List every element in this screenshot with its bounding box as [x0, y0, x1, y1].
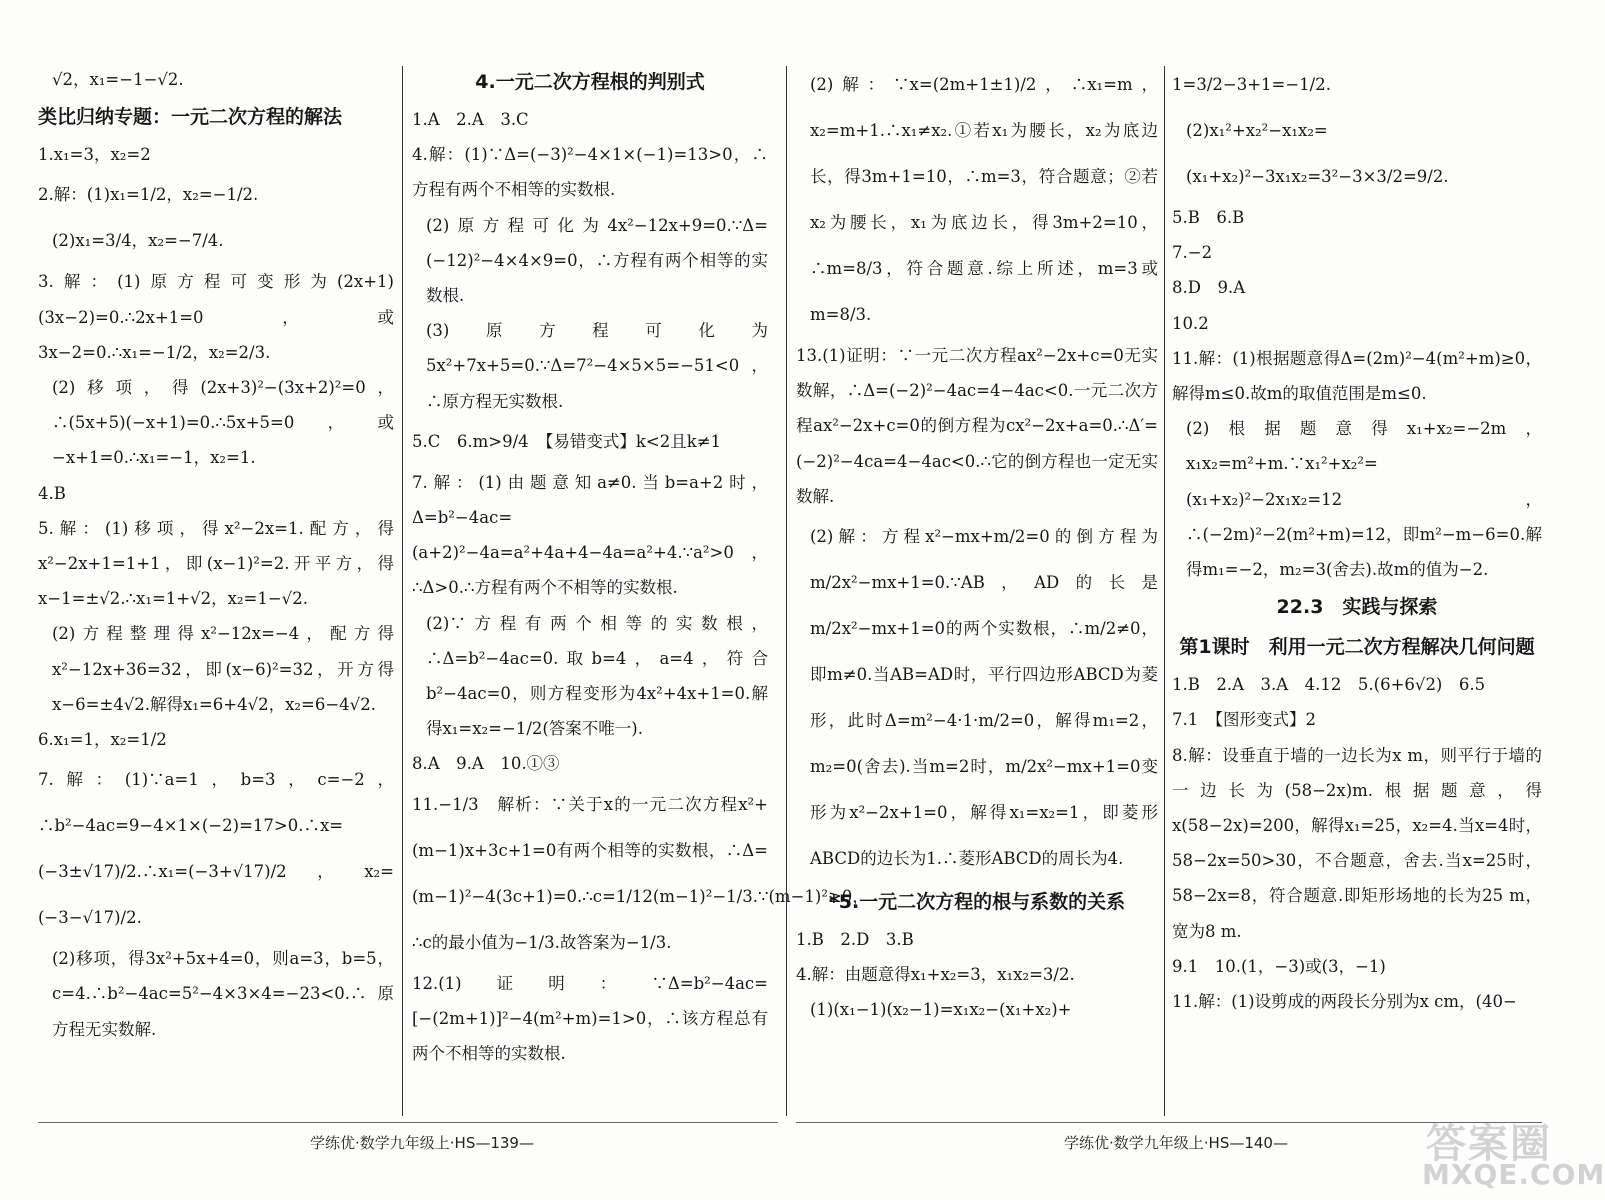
watermark-en: MXQE.COM	[1422, 1158, 1605, 1191]
column-4	[1172, 62, 1542, 1122]
answer-line: 6.x₁=1，x₂=1/2	[38, 730, 167, 750]
section-heading: 类比归纳专题：一元二次方程的解法	[38, 106, 343, 129]
answer-line: 1=3/2−3+1=−1/2.	[1172, 75, 1331, 94]
answer-line: 5.C 6.m>9/4 【易错变式】k<2且k≠1	[412, 431, 722, 451]
section-heading: *5.一元二次方程的根与系数的关系	[828, 891, 1126, 914]
answer-line: 4.解：(1)∵Δ=(−3)²−4×1×(−1)=13>0，∴方程有两个不相等的实数根.	[412, 145, 768, 200]
answer-line: 13.(1)证明：∵一元二次方程ax²−2x+c=0无实数解，∴Δ=(−2)²−4ac=4−4ac<0.一元二次方程ax²−2x+c=0的倒方程为cx²−2x+a=0.∴Δ′=(−2)²−4ca=4−4ac<0.∴它的倒方程也一定无实数解.	[796, 346, 1158, 506]
answer-line: (2)x₁=3/4，x₂=−7/4.	[52, 231, 224, 251]
answer-line: 4.解：由题意得x₁+x₂=3，x₁x₂=3/2.	[796, 965, 1075, 985]
column-divider	[402, 66, 403, 1116]
answer-line: 11.−1/3 解析：∵关于x的一元二次方程x²+(m−1)x+3c+1=0有两个相等的实数根，∴Δ=(m−1)²−4(3c+1)=0.∴c=1/12(m−1)²−1/3.∵(m−1)²≥0，∴c的最小值为−1/3.故答案为−1/3.	[412, 794, 869, 952]
answer-line: 11.解：(1)根据题意得Δ=(2m)²−4(m²+m)≥0，解得m≤0.故m的取值范围是m≤0.	[1172, 348, 1542, 404]
answer-line: (2)根据题意得x₁+x₂=−2m，x₁x₂=m²+m.∵x₁²+x₂²=(x₁+x₂)²−2x₁x₂=12，∴(−2m)²−2(m²+m)=12，即m²−m−6=0.解得m₁=−2，m₂=3(舍去).故m的值为−2.	[1186, 419, 1542, 580]
answer-line: 7.−2	[1172, 243, 1213, 263]
answer-line: 7.解：(1)由题意知a≠0.当b=a+2时，Δ=b²−4ac=(a+2)²−4a=a²+4a+4−4a=a²+4.∵a²>0，∴Δ>0.∴方程有两个不相等的实数根.	[412, 472, 768, 598]
answer-line: (3)原方程可化为5x²+7x+5=0.∵Δ=7²−4×5×5=−51<0，∴原方程无实数根.	[426, 321, 768, 411]
answer-line: 9.1 10.(1，−3)或(3，−1)	[1172, 956, 1386, 976]
watermark-cn: 答案圈	[1426, 1121, 1552, 1167]
answer-line: 7.解：(1)∵a=1，b=3，c=−2，∴b²−4ac=9−4×1×(−2)=17>0.∴x=(−3±√17)/2.∴x₁=(−3+√17)/2，x₂=(−3−√17)/2.	[38, 770, 394, 928]
answer-line: 8.解：设垂直于墙的一边长为x m，则平行于墙的一边长为(58−2x)m.根据题意，得x(58−2x)=200，解得x₁=25，x₂=4.当x=4时，58−2x=50>30，不合题意，舍去.当x=25时，58−2x=8，符合题意.即矩形场地的长为25 m，宽为8 m.	[1172, 745, 1542, 941]
answer-line: (2)解：∵x=(2m+1±1)/2，∴x₁=m，x₂=m+1.∴x₁≠x₂.①若x₁为腰长，x₂为底边长，得3m+1=10，∴m=3，符合题意；②若x₂为腰长，x₁为底边长，得3m+2=10，∴m=8/3，符合题意.综上所述，m=3或m=8/3.	[810, 75, 1158, 324]
column-divider	[1164, 66, 1165, 1116]
answer-line: (2)移项，得3x²+5x+4=0，则a=3，b=5，c=4.∴b²−4ac=5²−4×3×4=−23<0.∴原方程无实数解.	[52, 949, 394, 1039]
answer-line: 10.2	[1172, 313, 1209, 333]
column-1	[38, 62, 394, 1122]
answer-line: (2)移项，得(2x+3)²−(3x+2)²=0，∴(5x+5)(−x+1)=0.∴5x+5=0，或−x+1=0.∴x₁=−1，x₂=1.	[52, 378, 394, 468]
answer-line: 4.B	[38, 483, 66, 503]
answer-line: (2)∵方程有两个相等的实数根，∴Δ=b²−4ac=0.取b=4，a=4，符合b²−4ac=0，则方程变形为4x²+4x+1=0.解得x₁=x₂=−1/2(答案不唯一).	[426, 613, 768, 739]
answer-line: 12.(1)证明：∵Δ=b²−4ac=[−(2m+1)]²−4(m²+m)=1>0，∴该方程总有两个不相等的实数根.	[412, 973, 768, 1064]
answer-line: (2)解：方程x²−mx+m/2=0的倒方程为m/2x²−mx+1=0.∵AB，AD的长是m/2x²−mx+1=0的两个实数根，∴m/2≠0，即m≠0.当AB=AD时，平行四边形ABCD为菱形，此时Δ=m²−4·1·m/2=0，解得m₁=2，m₂=0(舍去).当m=2时，m/2x²−mx+1=0变形为x²−2x+1=0，解得x₁=x₂=1，即菱形ABCD的边长为1.∴菱形ABCD的周长为4.	[810, 527, 1158, 869]
section-heading: 4.一元二次方程根的判别式	[475, 71, 705, 93]
section-heading: 第1课时 利用一元二次方程解决几何问题	[1179, 636, 1535, 659]
answer-line: 3.解：(1)原方程可变形为(2x+1)(3x−2)=0.∴2x+1=0，或3x−2=0.∴x₁=−1/2，x₂=2/3.	[38, 272, 394, 362]
answer-line: (1)(x₁−1)(x₂−1)=x₁x₂−(x₁+x₂)+	[810, 1000, 1072, 1020]
watermark-logo	[1408, 1110, 1605, 1192]
answer-line: 1.A 2.A 3.C	[412, 110, 529, 129]
footer-rule	[38, 1122, 778, 1123]
section-heading: 22.3 实践与探索	[1276, 596, 1438, 619]
answer-line: (2)原方程可化为4x²−12x+9=0.∵Δ=(−12)²−4×4×9=0，∴方程有两个相等的实数根.	[426, 215, 768, 306]
answer-line: 5.解：(1)移项，得x²−2x=1.配方，得x²−2x+1=1+1，即(x−1)²=2.开平方，得x−1=±√2.∴x₁=1+√2，x₂=1−√2.	[38, 518, 394, 609]
answer-line: 2.解：(1)x₁=1/2，x₂=−1/2.	[38, 185, 259, 205]
column-3	[796, 62, 1158, 1122]
answer-line: (2)方程整理得x²−12x=−4，配方得x²−12x+36=32，即(x−6)²=32，开方得x−6=±4√2.解得x₁=6+4√2，x₂=6−4√2.	[52, 624, 394, 714]
answer-line: 8.D 9.A	[1172, 278, 1246, 298]
answer-line: 7.1 【图形变式】2	[1172, 710, 1316, 730]
answer-line: 5.B 6.B	[1172, 208, 1245, 227]
answer-line: (2)x₁²+x₂²−x₁x₂=(x₁+x₂)²−3x₁x₂=3²−3×3/2=9/2.	[1186, 121, 1449, 186]
page-gutter-divider	[786, 66, 787, 1116]
answer-line: 8.A 9.A 10.①③	[412, 754, 560, 774]
answer-line: √2，x₁=−1−√2.	[52, 70, 184, 89]
footer-page-139: 学练优·数学九年级上·HS—139—	[310, 1134, 534, 1152]
answer-line: 1.B 2.D 3.B	[796, 930, 914, 950]
answer-line: 11.解：(1)设剪成的两段长分别为x cm，(40−	[1172, 992, 1517, 1012]
answer-line: 1.x₁=3，x₂=2	[38, 145, 151, 165]
footer-page-140: 学练优·数学九年级上·HS—140—	[1064, 1134, 1288, 1152]
answer-line: 1.B 2.A 3.A 4.12 5.(6+6√2) 6.5	[1172, 675, 1486, 695]
